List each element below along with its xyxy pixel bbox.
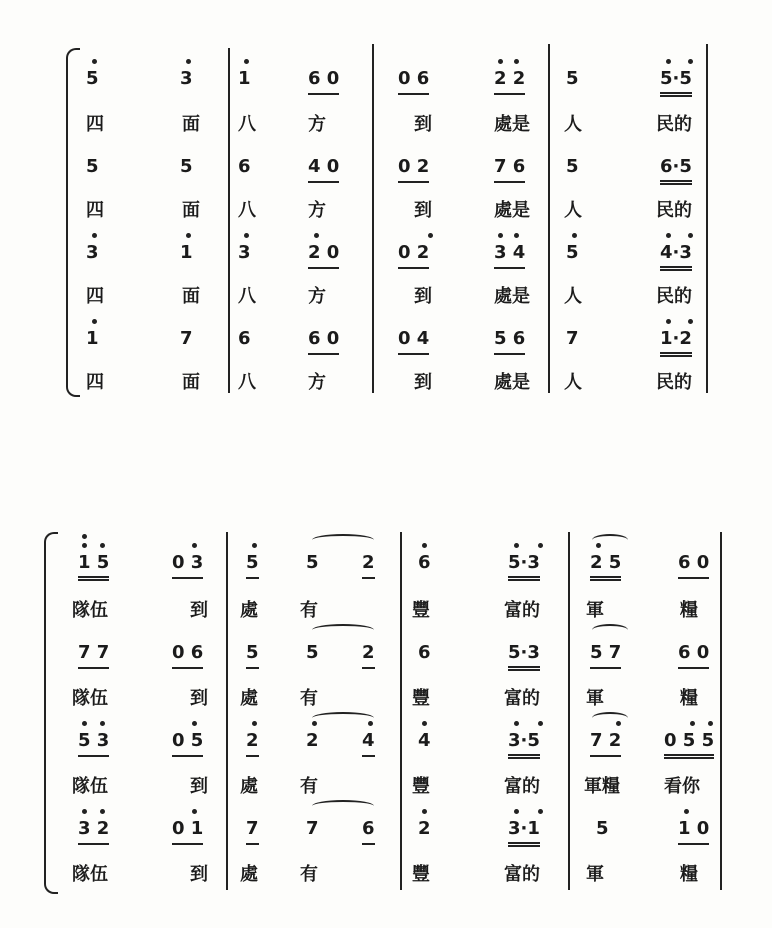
note-cell: 5 <box>86 68 99 89</box>
barline <box>568 532 570 890</box>
note-cell: 6 <box>362 818 375 845</box>
octave-dot <box>422 543 427 548</box>
lyric-cell: 八 <box>238 372 256 393</box>
note-cell: 6·5 <box>660 156 692 185</box>
lyric-cell: 糧 <box>680 600 698 621</box>
lyric-cell: 面 <box>182 286 200 307</box>
note-cell: 2 <box>246 730 259 757</box>
note-cell: 4 <box>362 730 375 757</box>
octave-dot <box>92 319 97 324</box>
lyric-cell: 到 <box>190 864 208 885</box>
lyric-cell: 民的 <box>656 114 692 135</box>
octave-dot <box>252 721 257 726</box>
octave-dot <box>82 809 87 814</box>
note-cell: 4 <box>418 730 431 751</box>
octave-dot <box>82 534 87 539</box>
note-cell: 5 <box>566 156 579 177</box>
octave-dot <box>498 59 503 64</box>
octave-dot <box>100 543 105 548</box>
octave-dot <box>514 233 519 238</box>
octave-dot <box>92 233 97 238</box>
lyric-cell: 人 <box>564 200 582 221</box>
lyric-cell: 方 <box>308 286 326 307</box>
lyric-cell: 有 <box>300 776 318 797</box>
note-cell: 1 <box>180 242 193 263</box>
octave-dot <box>100 721 105 726</box>
lyric-cell: 豐 <box>412 864 430 885</box>
note-cell: 3·1 <box>508 818 540 847</box>
lyric-cell: 四 <box>86 200 104 221</box>
note-cell: 5·3 <box>508 642 540 671</box>
lyric-cell: 隊伍 <box>72 776 108 797</box>
octave-dot <box>82 543 87 548</box>
lyric-cell: 隊伍 <box>72 600 108 621</box>
note-cell: 0 6 <box>172 642 203 669</box>
note-cell: 1 0 <box>678 818 709 845</box>
lyric-cell: 方 <box>308 372 326 393</box>
lyric-cell: 四 <box>86 286 104 307</box>
octave-dot <box>92 59 97 64</box>
note-cell: 0 3 <box>172 552 203 579</box>
note-cell: 6 <box>238 328 251 349</box>
note-cell: 3 <box>238 242 251 263</box>
lyric-cell: 富的 <box>504 600 540 621</box>
note-cell: 3 4 <box>494 242 525 269</box>
note-cell: 4·3 <box>660 242 692 271</box>
octave-dot <box>428 233 433 238</box>
note-cell: 5·5 <box>660 68 692 97</box>
lyric-cell: 軍 <box>586 864 604 885</box>
note-cell: 6 0 <box>678 642 709 669</box>
note-cell: 0 5 <box>172 730 203 757</box>
octave-dot <box>252 543 257 548</box>
barline <box>228 48 230 393</box>
note-cell: 4 0 <box>308 156 339 183</box>
note-cell: 7 <box>180 328 193 349</box>
octave-dot <box>538 543 543 548</box>
slur-mark <box>312 712 374 724</box>
note-cell: 2 <box>362 552 375 579</box>
octave-dot <box>596 543 601 548</box>
octave-dot <box>100 809 105 814</box>
note-cell: 6 0 <box>308 68 339 95</box>
octave-dot <box>514 809 519 814</box>
lyric-cell: 豐 <box>412 688 430 709</box>
score-system-1 <box>0 40 772 400</box>
lyric-cell: 處 <box>240 600 258 621</box>
lyric-cell: 有 <box>300 600 318 621</box>
lyric-cell: 處 <box>240 776 258 797</box>
note-cell: 5 <box>566 242 579 263</box>
lyric-cell: 人 <box>564 114 582 135</box>
note-cell: 7 <box>246 818 259 845</box>
lyric-cell: 方 <box>308 200 326 221</box>
note-cell: 0 2 <box>398 156 429 183</box>
octave-dot <box>708 721 713 726</box>
octave-dot <box>244 59 249 64</box>
note-cell: 0 5 5 <box>664 730 714 759</box>
lyric-cell: 四 <box>86 114 104 135</box>
lyric-cell: 有 <box>300 688 318 709</box>
octave-dot <box>666 319 671 324</box>
note-cell: 2 <box>418 818 431 839</box>
octave-dot <box>314 233 319 238</box>
lyric-cell: 到 <box>414 114 432 135</box>
note-cell: 5 <box>86 156 99 177</box>
note-cell: 1 <box>86 328 99 349</box>
slur-mark <box>312 624 374 636</box>
note-cell: 5·3 <box>508 552 540 581</box>
system-brace <box>66 48 80 397</box>
lyric-cell: 八 <box>238 200 256 221</box>
note-cell: 5 6 <box>494 328 525 355</box>
note-cell: 0 1 <box>172 818 203 845</box>
note-cell: 5 7 <box>590 642 621 669</box>
lyric-cell: 富的 <box>504 864 540 885</box>
octave-dot <box>514 59 519 64</box>
lyric-cell: 到 <box>190 688 208 709</box>
note-cell: 7 <box>566 328 579 349</box>
note-cell: 6 <box>418 552 431 573</box>
barline <box>372 44 374 393</box>
lyric-cell: 看你 <box>664 776 700 797</box>
lyric-cell: 富的 <box>504 688 540 709</box>
lyric-cell: 豐 <box>412 600 430 621</box>
barline <box>400 532 402 890</box>
note-cell: 2 2 <box>494 68 525 95</box>
octave-dot <box>666 233 671 238</box>
barline <box>226 532 228 890</box>
lyric-cell: 處是 <box>494 372 530 393</box>
lyric-cell: 處是 <box>494 200 530 221</box>
note-cell: 5 <box>306 552 319 573</box>
lyric-cell: 面 <box>182 200 200 221</box>
octave-dot <box>514 721 519 726</box>
note-cell: 0 6 <box>398 68 429 95</box>
octave-dot <box>244 233 249 238</box>
note-cell: 2 5 <box>590 552 621 581</box>
lyric-cell: 隊伍 <box>72 688 108 709</box>
note-cell: 2 <box>306 730 319 751</box>
note-cell: 5 <box>246 552 259 579</box>
note-cell: 2 <box>362 642 375 669</box>
lyric-cell: 面 <box>182 372 200 393</box>
note-cell: 3 2 <box>78 818 109 845</box>
lyric-cell: 軍 <box>586 600 604 621</box>
octave-dot <box>688 59 693 64</box>
barline <box>720 532 722 890</box>
octave-dot <box>186 59 191 64</box>
lyric-cell: 八 <box>238 114 256 135</box>
octave-dot <box>514 543 519 548</box>
lyric-cell: 方 <box>308 114 326 135</box>
octave-dot <box>688 233 693 238</box>
note-cell: 3 <box>180 68 193 89</box>
lyric-cell: 民的 <box>656 372 692 393</box>
note-cell: 1 5 <box>78 552 109 581</box>
octave-dot <box>688 319 693 324</box>
slur-mark <box>592 624 628 636</box>
note-cell: 5 3 <box>78 730 109 757</box>
slur-mark <box>592 712 628 724</box>
lyric-cell: 有 <box>300 864 318 885</box>
slur-mark <box>312 534 374 546</box>
octave-dot <box>538 721 543 726</box>
octave-dot <box>368 721 373 726</box>
note-cell: 5 <box>596 818 609 839</box>
lyric-cell: 面 <box>182 114 200 135</box>
lyric-cell: 處是 <box>494 286 530 307</box>
slur-mark <box>312 800 374 812</box>
note-cell: 2 0 <box>308 242 339 269</box>
octave-dot <box>684 809 689 814</box>
note-cell: 5 <box>180 156 193 177</box>
score-system-2 <box>0 520 772 900</box>
octave-dot <box>82 721 87 726</box>
octave-dot <box>422 721 427 726</box>
octave-dot <box>422 809 427 814</box>
octave-dot <box>616 721 621 726</box>
lyric-cell: 軍 <box>586 688 604 709</box>
lyric-cell: 民的 <box>656 286 692 307</box>
note-cell: 6 <box>238 156 251 177</box>
note-cell: 3·5 <box>508 730 540 759</box>
barline <box>706 44 708 393</box>
note-cell: 0 2 <box>398 242 429 269</box>
lyric-cell: 到 <box>414 372 432 393</box>
note-cell: 5 <box>246 642 259 669</box>
note-cell: 7 7 <box>78 642 109 669</box>
octave-dot <box>498 233 503 238</box>
lyric-cell: 四 <box>86 372 104 393</box>
octave-dot <box>312 721 317 726</box>
lyric-cell: 豐 <box>412 776 430 797</box>
lyric-cell: 人 <box>564 286 582 307</box>
lyric-cell: 到 <box>190 600 208 621</box>
note-cell: 5 <box>306 642 319 663</box>
octave-dot <box>572 233 577 238</box>
lyric-cell: 到 <box>414 286 432 307</box>
octave-dot <box>192 543 197 548</box>
lyric-cell: 糧 <box>680 688 698 709</box>
lyric-cell: 軍糧 <box>584 776 620 797</box>
lyric-cell: 八 <box>238 286 256 307</box>
lyric-cell: 民的 <box>656 200 692 221</box>
lyric-cell: 人 <box>564 372 582 393</box>
note-cell: 6 0 <box>678 552 709 579</box>
octave-dot <box>192 721 197 726</box>
lyric-cell: 到 <box>414 200 432 221</box>
lyric-cell: 富的 <box>504 776 540 797</box>
lyric-cell: 到 <box>190 776 208 797</box>
note-cell: 1 <box>238 68 251 89</box>
note-cell: 6 0 <box>308 328 339 355</box>
lyric-cell: 糧 <box>680 864 698 885</box>
note-cell: 5 <box>566 68 579 89</box>
octave-dot <box>192 809 197 814</box>
system-brace <box>44 532 58 894</box>
lyric-cell: 處 <box>240 864 258 885</box>
octave-dot <box>690 721 695 726</box>
lyric-cell: 處是 <box>494 114 530 135</box>
note-cell: 7 6 <box>494 156 525 183</box>
lyric-cell: 處 <box>240 688 258 709</box>
octave-dot <box>666 59 671 64</box>
lyric-cell: 隊伍 <box>72 864 108 885</box>
octave-dot <box>186 233 191 238</box>
note-cell: 3 <box>86 242 99 263</box>
note-cell: 6 <box>418 642 431 663</box>
note-cell: 7 <box>306 818 319 839</box>
octave-dot <box>538 809 543 814</box>
barline <box>548 44 550 393</box>
note-cell: 1·2 <box>660 328 692 357</box>
note-cell: 0 4 <box>398 328 429 355</box>
note-cell: 7 2 <box>590 730 621 757</box>
